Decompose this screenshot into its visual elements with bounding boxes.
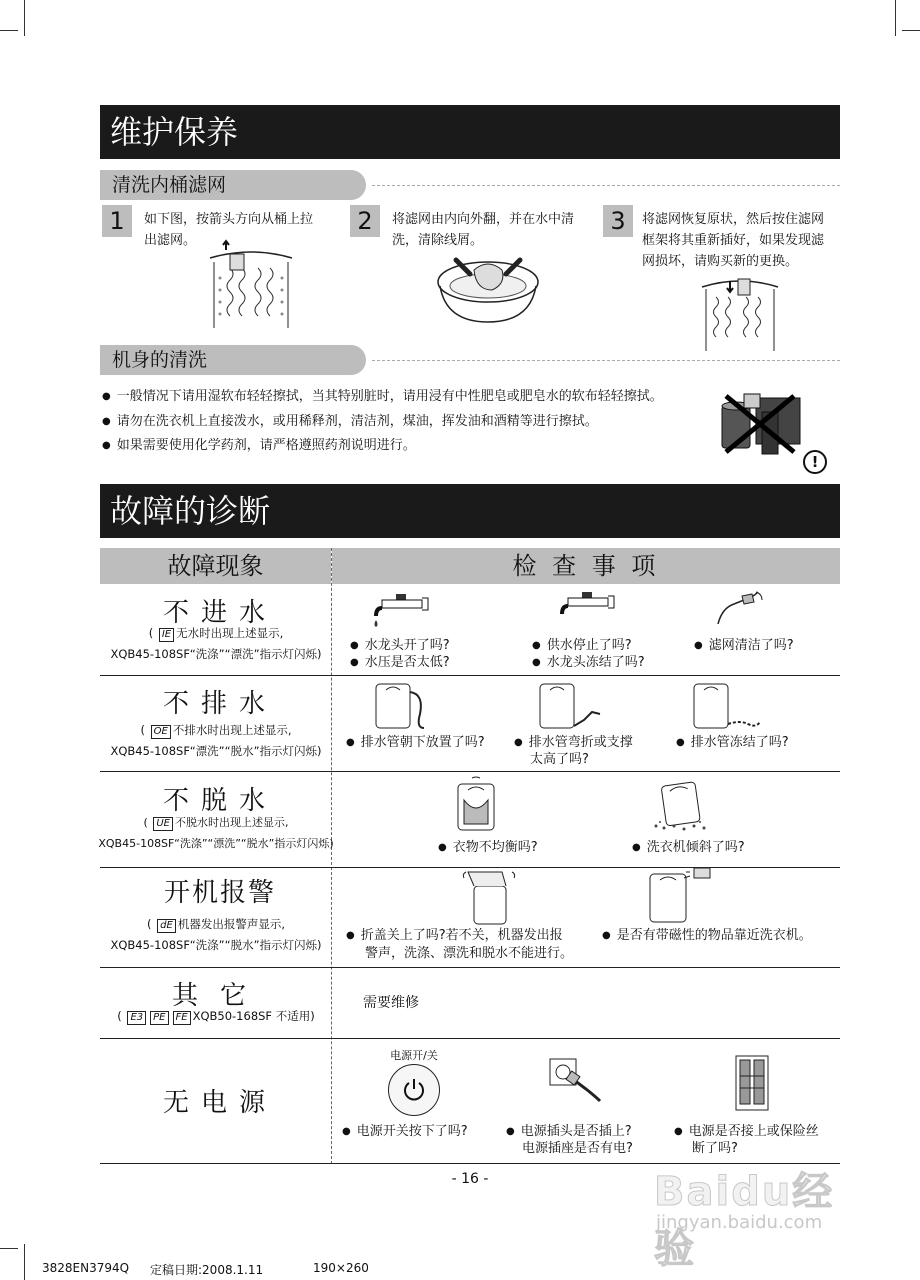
check-item: ● 供水停止了吗?	[532, 637, 632, 656]
bullet-item: ● 请勿在洗衣机上直接泼水，或用稀释剂，清洁剂，煤油，挥发油和酒精等进行擦拭。	[102, 412, 598, 433]
no-chemicals-icon	[718, 388, 804, 456]
filter-insert-illustration	[700, 275, 780, 351]
subtitle-filter: 清洗内桶滤网	[100, 170, 366, 200]
step-text: 如下图，按箭头方向从桶上拉 出滤网。	[144, 212, 314, 248]
crop-mark	[24, 1244, 25, 1280]
check-item: ● 是否有带磁性的物品靠近洗衣机。	[602, 927, 812, 946]
bullet-item: ● 一般情况下请用湿软布轻轻擦拭，当其特别脏时，请用浸有中性肥皂或肥皂水的软布轻轻擦拭。	[102, 387, 663, 408]
check-item: 断了吗?	[692, 1141, 738, 1156]
step-number: 1	[102, 205, 132, 237]
washer-hose-down-icon	[372, 680, 428, 730]
filter-wash-illustration	[436, 250, 540, 326]
symptom-note: ( OE 不排水时出现上述显示, XQB45-108SF“漂洗”“脱水”指示灯闪烁)	[110, 723, 322, 758]
column-header-symptom: 故障现象	[100, 548, 331, 584]
page-number: - 16 -	[451, 1171, 489, 1187]
symptom-no-spin: 不脱水	[162, 786, 277, 816]
check-item: ● 电源插头是否插上?	[506, 1123, 632, 1142]
step-text: 将滤网恢复原状，然后按住滤网 框架将其重新插好，如果发现滤 网损坏，请购买新的更换。	[642, 212, 825, 269]
plug-socket-icon	[546, 1055, 602, 1103]
check-item: 警声，洗涤、漂洗和脱水不能进行。	[365, 946, 574, 961]
check-item: ● 洗衣机倾斜了吗?	[632, 839, 745, 858]
row-divider	[100, 1038, 840, 1039]
check-item: ● 折盖关上了吗?若不关，机器发出报	[346, 927, 563, 946]
bullet-item: ● 如果需要使用化学药剂，请严格遵照药剂说明进行。	[102, 436, 416, 457]
washer-lid-open-icon	[462, 868, 516, 926]
filter-pull-illustration	[206, 248, 296, 330]
washer-hose-frozen-icon	[690, 680, 762, 730]
crop-mark	[902, 30, 920, 31]
step-number: 3	[603, 205, 633, 237]
row-divider	[100, 771, 840, 772]
doc-date: 定稿日期:2008.1.11	[150, 1263, 264, 1277]
check-item: 需要维修	[363, 995, 419, 1011]
check-item: ● 电源开关按下了吗?	[342, 1123, 468, 1142]
row-divider	[100, 675, 840, 676]
washer-tilted-icon	[650, 776, 714, 832]
doc-size: 190×260	[313, 1261, 369, 1275]
symptom-other: 其它	[171, 981, 268, 1011]
check-item: ● 水压是否太低?	[350, 654, 450, 673]
divider	[372, 185, 840, 186]
check-item: ● 排水管朝下放置了吗?	[346, 734, 485, 753]
symptom-note: ( E3 PE FE XQB50-168SF 不适用)	[117, 1009, 315, 1023]
check-item: ● 衣物不均衡吗?	[438, 839, 538, 858]
symptom-no-water-in: 不进水	[162, 598, 277, 628]
symptom-no-power: 无电源	[162, 1088, 277, 1118]
check-item: ● 排水管冻结了吗?	[676, 734, 789, 753]
check-item: ● 水龙头开了吗?	[350, 637, 450, 656]
faucet-stopped-icon	[558, 590, 618, 620]
washer-unbalanced-icon	[454, 776, 498, 832]
crop-mark	[895, 0, 896, 36]
check-item: ● 水龙头冻结了吗?	[532, 654, 645, 673]
symptom-note: ( dE 机器发出报警声显示, XQB45-108SF“洗涤”“脱水”指示灯闪烁)	[110, 917, 322, 952]
doc-code: 3828EN3794Q	[42, 1261, 130, 1275]
fuse-box-icon	[732, 1052, 772, 1112]
faucet-drip-icon	[372, 592, 432, 628]
step-number: 2	[350, 205, 380, 237]
check-item: ● 滤网清洁了吗?	[694, 637, 794, 656]
step-text: 将滤网由内向外翻，并在水中清 洗，清除线屑。	[392, 212, 575, 248]
section-title-diagnosis: 故障的诊断	[100, 484, 840, 538]
column-header-check: 检 查 事 项	[332, 548, 840, 584]
check-item: 电源插座是否有电?	[522, 1141, 633, 1156]
washer-hose-bent-icon	[536, 680, 606, 730]
symptom-alarm: 开机报警	[163, 878, 276, 908]
washer-magnet-icon	[646, 864, 716, 924]
check-item: ● 电源是否接上或保险丝	[674, 1123, 819, 1142]
row-divider	[100, 967, 840, 968]
crop-mark	[0, 30, 18, 31]
filter-hand-icon	[712, 590, 768, 626]
power-switch-label: 电源开/关	[390, 1049, 438, 1062]
check-item: 太高了吗?	[530, 752, 589, 767]
check-item: ● 排水管弯折或支撑	[514, 734, 633, 753]
divider	[372, 360, 840, 361]
power-button-icon	[388, 1064, 440, 1116]
watermark-logo: Baidu经验 jingyan.baidu.com	[654, 1169, 835, 1272]
symptom-note: ( IE 无水时出现上述显示, XQB45-108SF“洗涤”“漂洗”指示灯闪烁)	[110, 626, 322, 661]
crop-mark	[24, 0, 25, 36]
subtitle-body-clean: 机身的清洗	[100, 345, 366, 375]
symptom-note: ( UE 不脱水时出现上述显示, XQB45-108SF“洗涤”“漂洗”“脱水”指示灯闪烁)	[98, 816, 334, 850]
section-title-maintenance: 维护保养	[100, 105, 840, 159]
warning-icon: !	[803, 450, 827, 474]
symptom-no-drain: 不排水	[162, 689, 277, 719]
crop-mark	[0, 1248, 18, 1249]
